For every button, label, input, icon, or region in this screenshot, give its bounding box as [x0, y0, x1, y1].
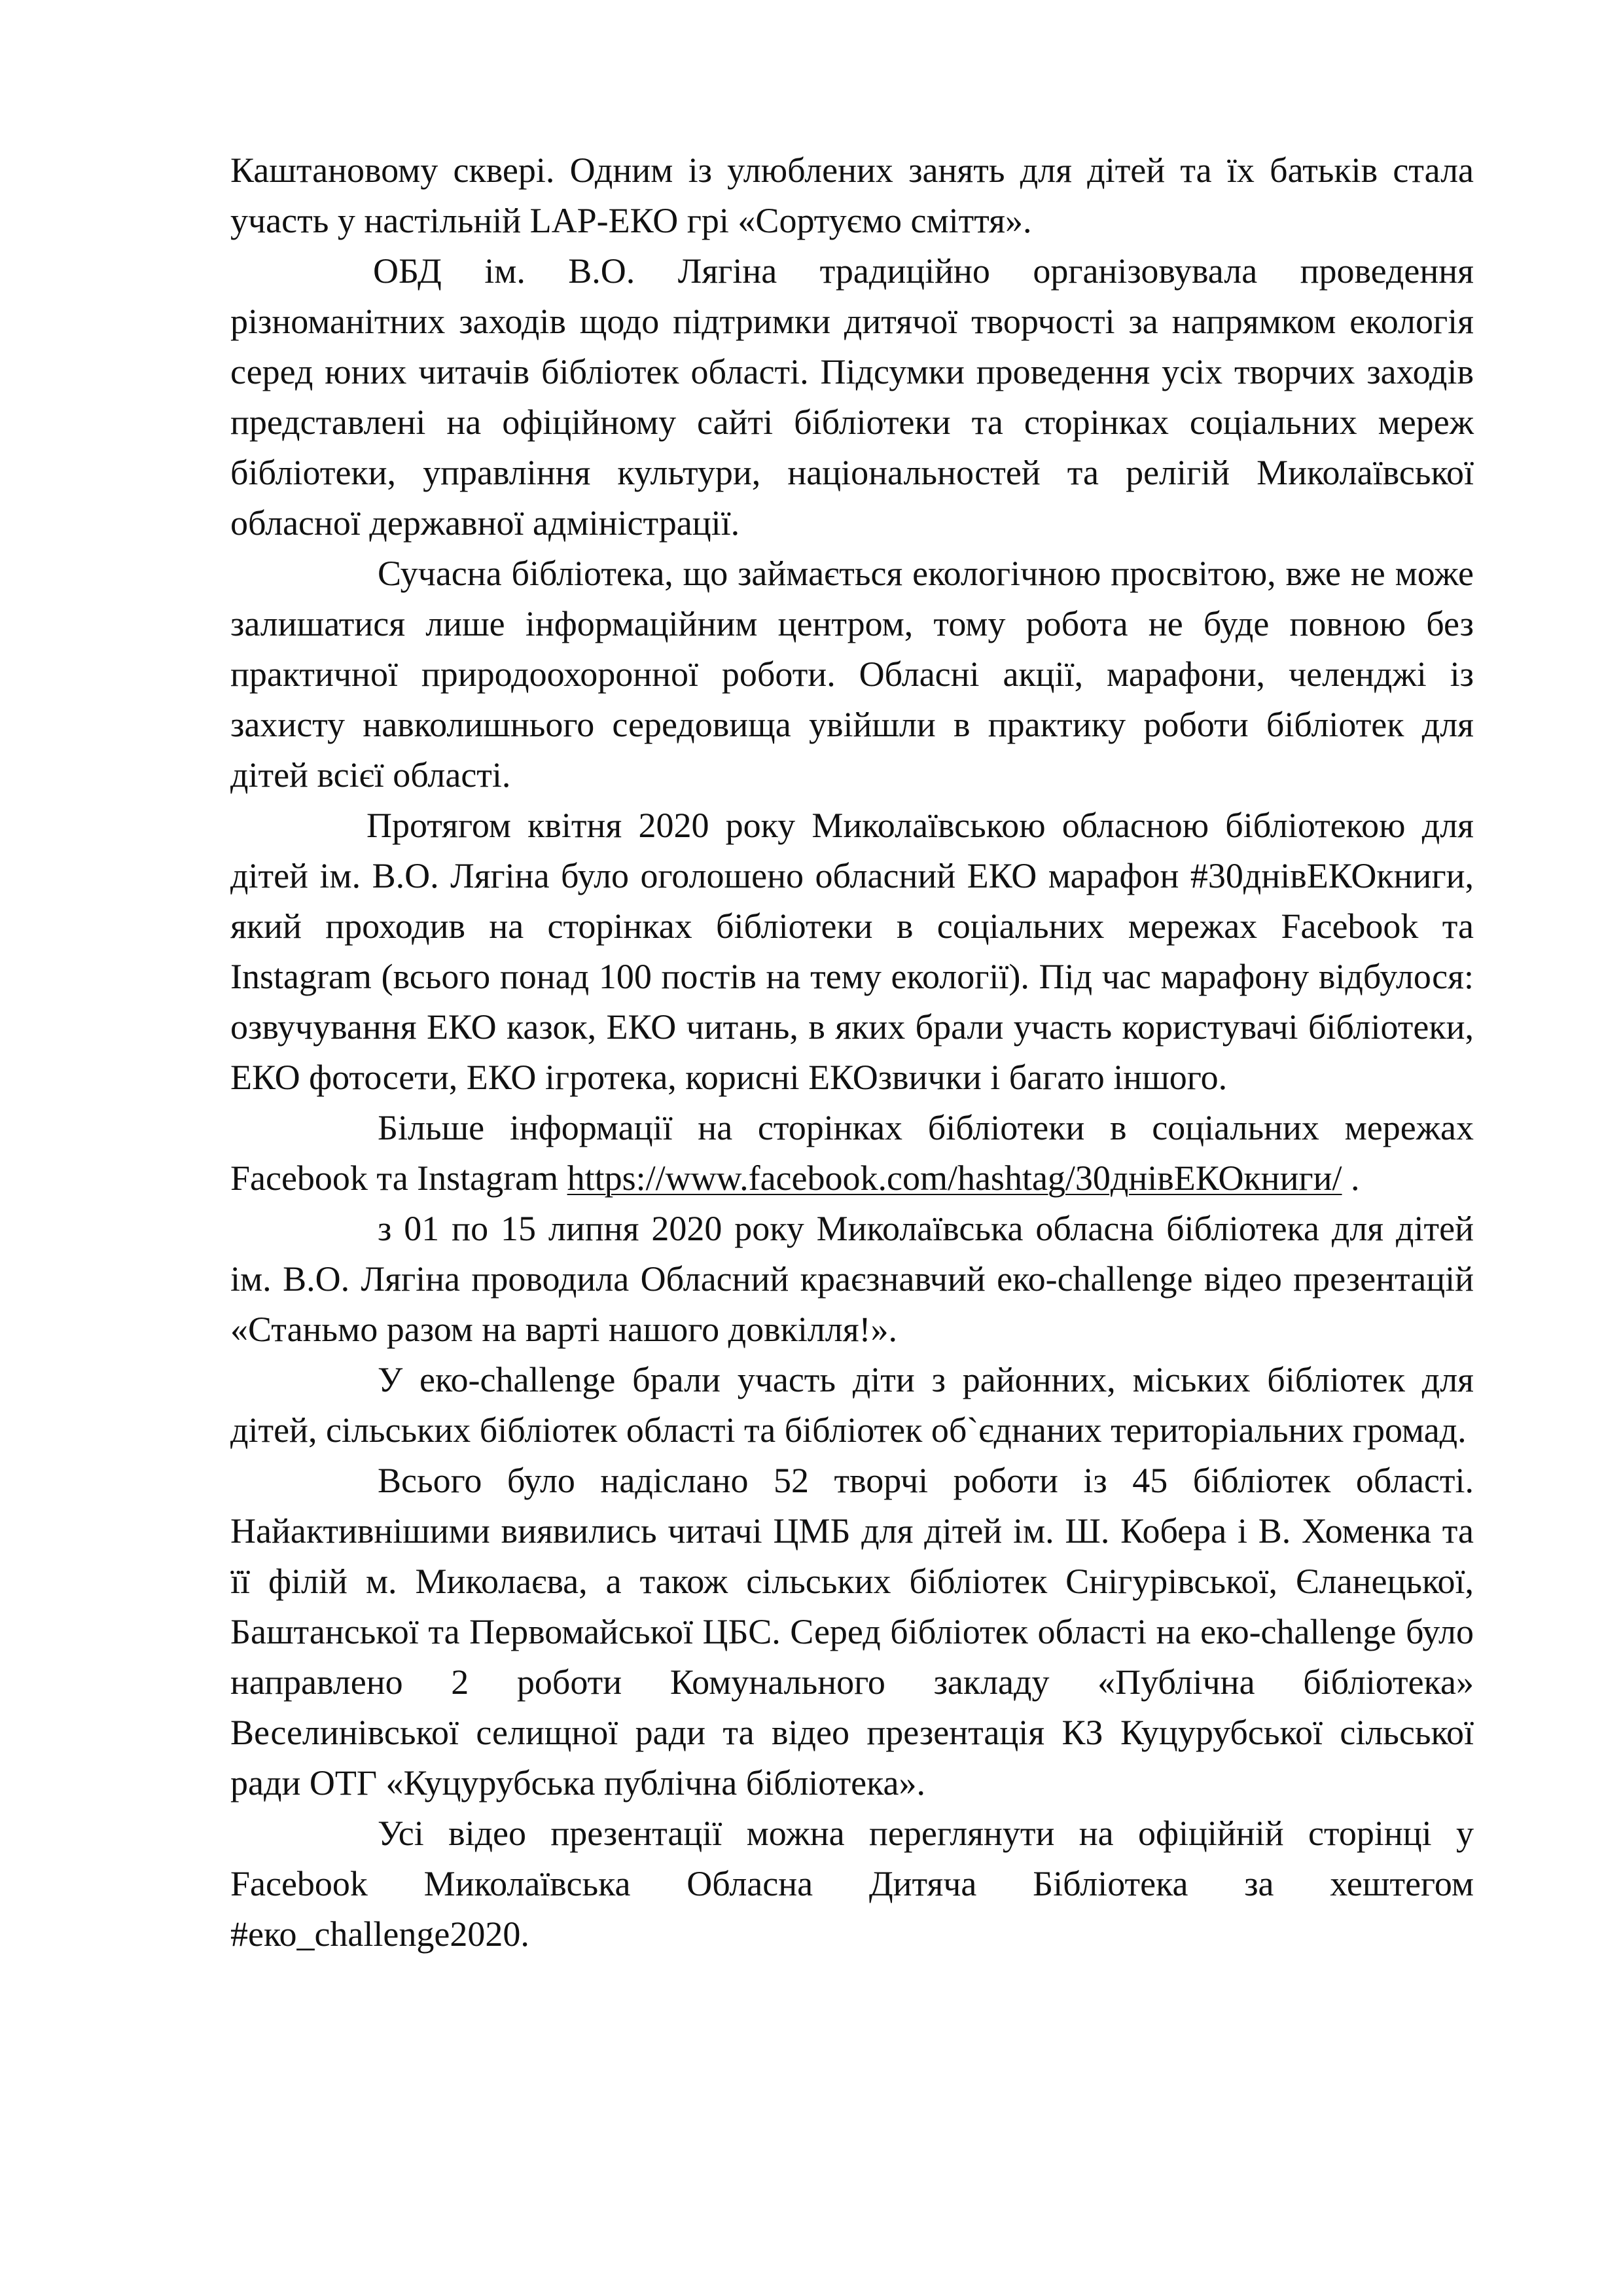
document-body: [230, 145, 1474, 1960]
facebook-hashtag-link[interactable]: https://www.facebook.com/hashtag/30днівЕКОкниги/: [567, 1158, 1342, 1198]
paragraph-9: Усі відео презентації можна переглянути на офіційній сторінці у Facebook Миколаївська Обласна Дитяча Бібліотека за хештегом #еко_challenge2020.: [230, 1814, 1474, 1954]
paragraph-5-end: .: [1342, 1158, 1360, 1198]
paragraph-5: [230, 1103, 1474, 1204]
paragraph-4: Протягом квітня 2020 року Миколаївською обласною бібліотекою для дітей ім. В.О. Лягіна було оголошено обласний ЕКО марафон #30днівЕКОкниги, який проходив на сторінках бібліотеки в соціальних мережах Facebook та Instagram (всього понад 100 постів на тему екології). Під час марафону відбулося: озвучування ЕКО казок, ЕКО читань, в яких брали участь користувачі бібліотеки, ЕКО фотосети, ЕКО ігротека, корисні ЕКОзвички і багато іншого.: [230, 806, 1474, 1097]
paragraph-8: Всього було надіслано 52 творчі роботи із 45 бібліотек області. Найактивнішими виявились читачі ЦМБ для дітей ім. Ш. Кобера і В. Хоменка та її філій м. Миколаєва, а також сільських бібліотек Снігурівської, Єланецької, Баштанської та Первомайської ЦБС. Серед бібліотек області на еко-challenge було направлено 2 роботи Комунального закладу «Публічна бібліотека» Веселинівської селищної ради та відео презентація КЗ Куцурубської сільської ради ОТГ «Куцурубська публічна бібліотека».: [230, 1461, 1474, 1803]
paragraph-7: У еко-challenge брали участь діти з районних, міських бібліотек для дітей, сільських бібліотек області та бібліотек об`єднаних територіальних громад.: [230, 1360, 1474, 1450]
paragraph-1: Каштановому скверi. Одним iз улюблених занять для дітей та їх батьків стала участь у настільній LAP-ЕКО грі «Сортуємо сміття».: [230, 151, 1474, 240]
paragraph-5-text: Більше інформації на сторінках бібліотеки в соціальних мережах Facebook та Instagram: [230, 1108, 1474, 1198]
paragraph-6: з 01 по 15 липня 2020 року Миколаївська обласна бібліотека для дітей ім. В.О. Лягіна проводила Обласний краєзнавчий еко-challenge відео презентацій «Станьмо разом на варті нашого довкілля!».: [230, 1209, 1474, 1349]
paragraph-2: ОБД ім. В.О. Лягіна традиційно організовувала проведення різноманітних заходів щодо підтримки дитячої творчості за напрямком екологія серед юних читачів бібліотек області. Підсумки проведення усіх творчих заходів представлені на офіційному сайті бібліотеки та сторінках соціальних мереж бібліотеки, управління культури, національностей та релігій Миколаївської обласної державної адміністрації.: [230, 251, 1474, 543]
paragraph-3: Сучасна бібліотека, що займається екологічною просвітою, вже не може залишатися лише інформаційним центром, тому робота не буде повною без практичної природоохоронної роботи. Обласні акції, марафони, челенджі із захисту навколишнього середовища увійшли в практику роботи бібліотек для дітей всієї області.: [230, 554, 1474, 795]
